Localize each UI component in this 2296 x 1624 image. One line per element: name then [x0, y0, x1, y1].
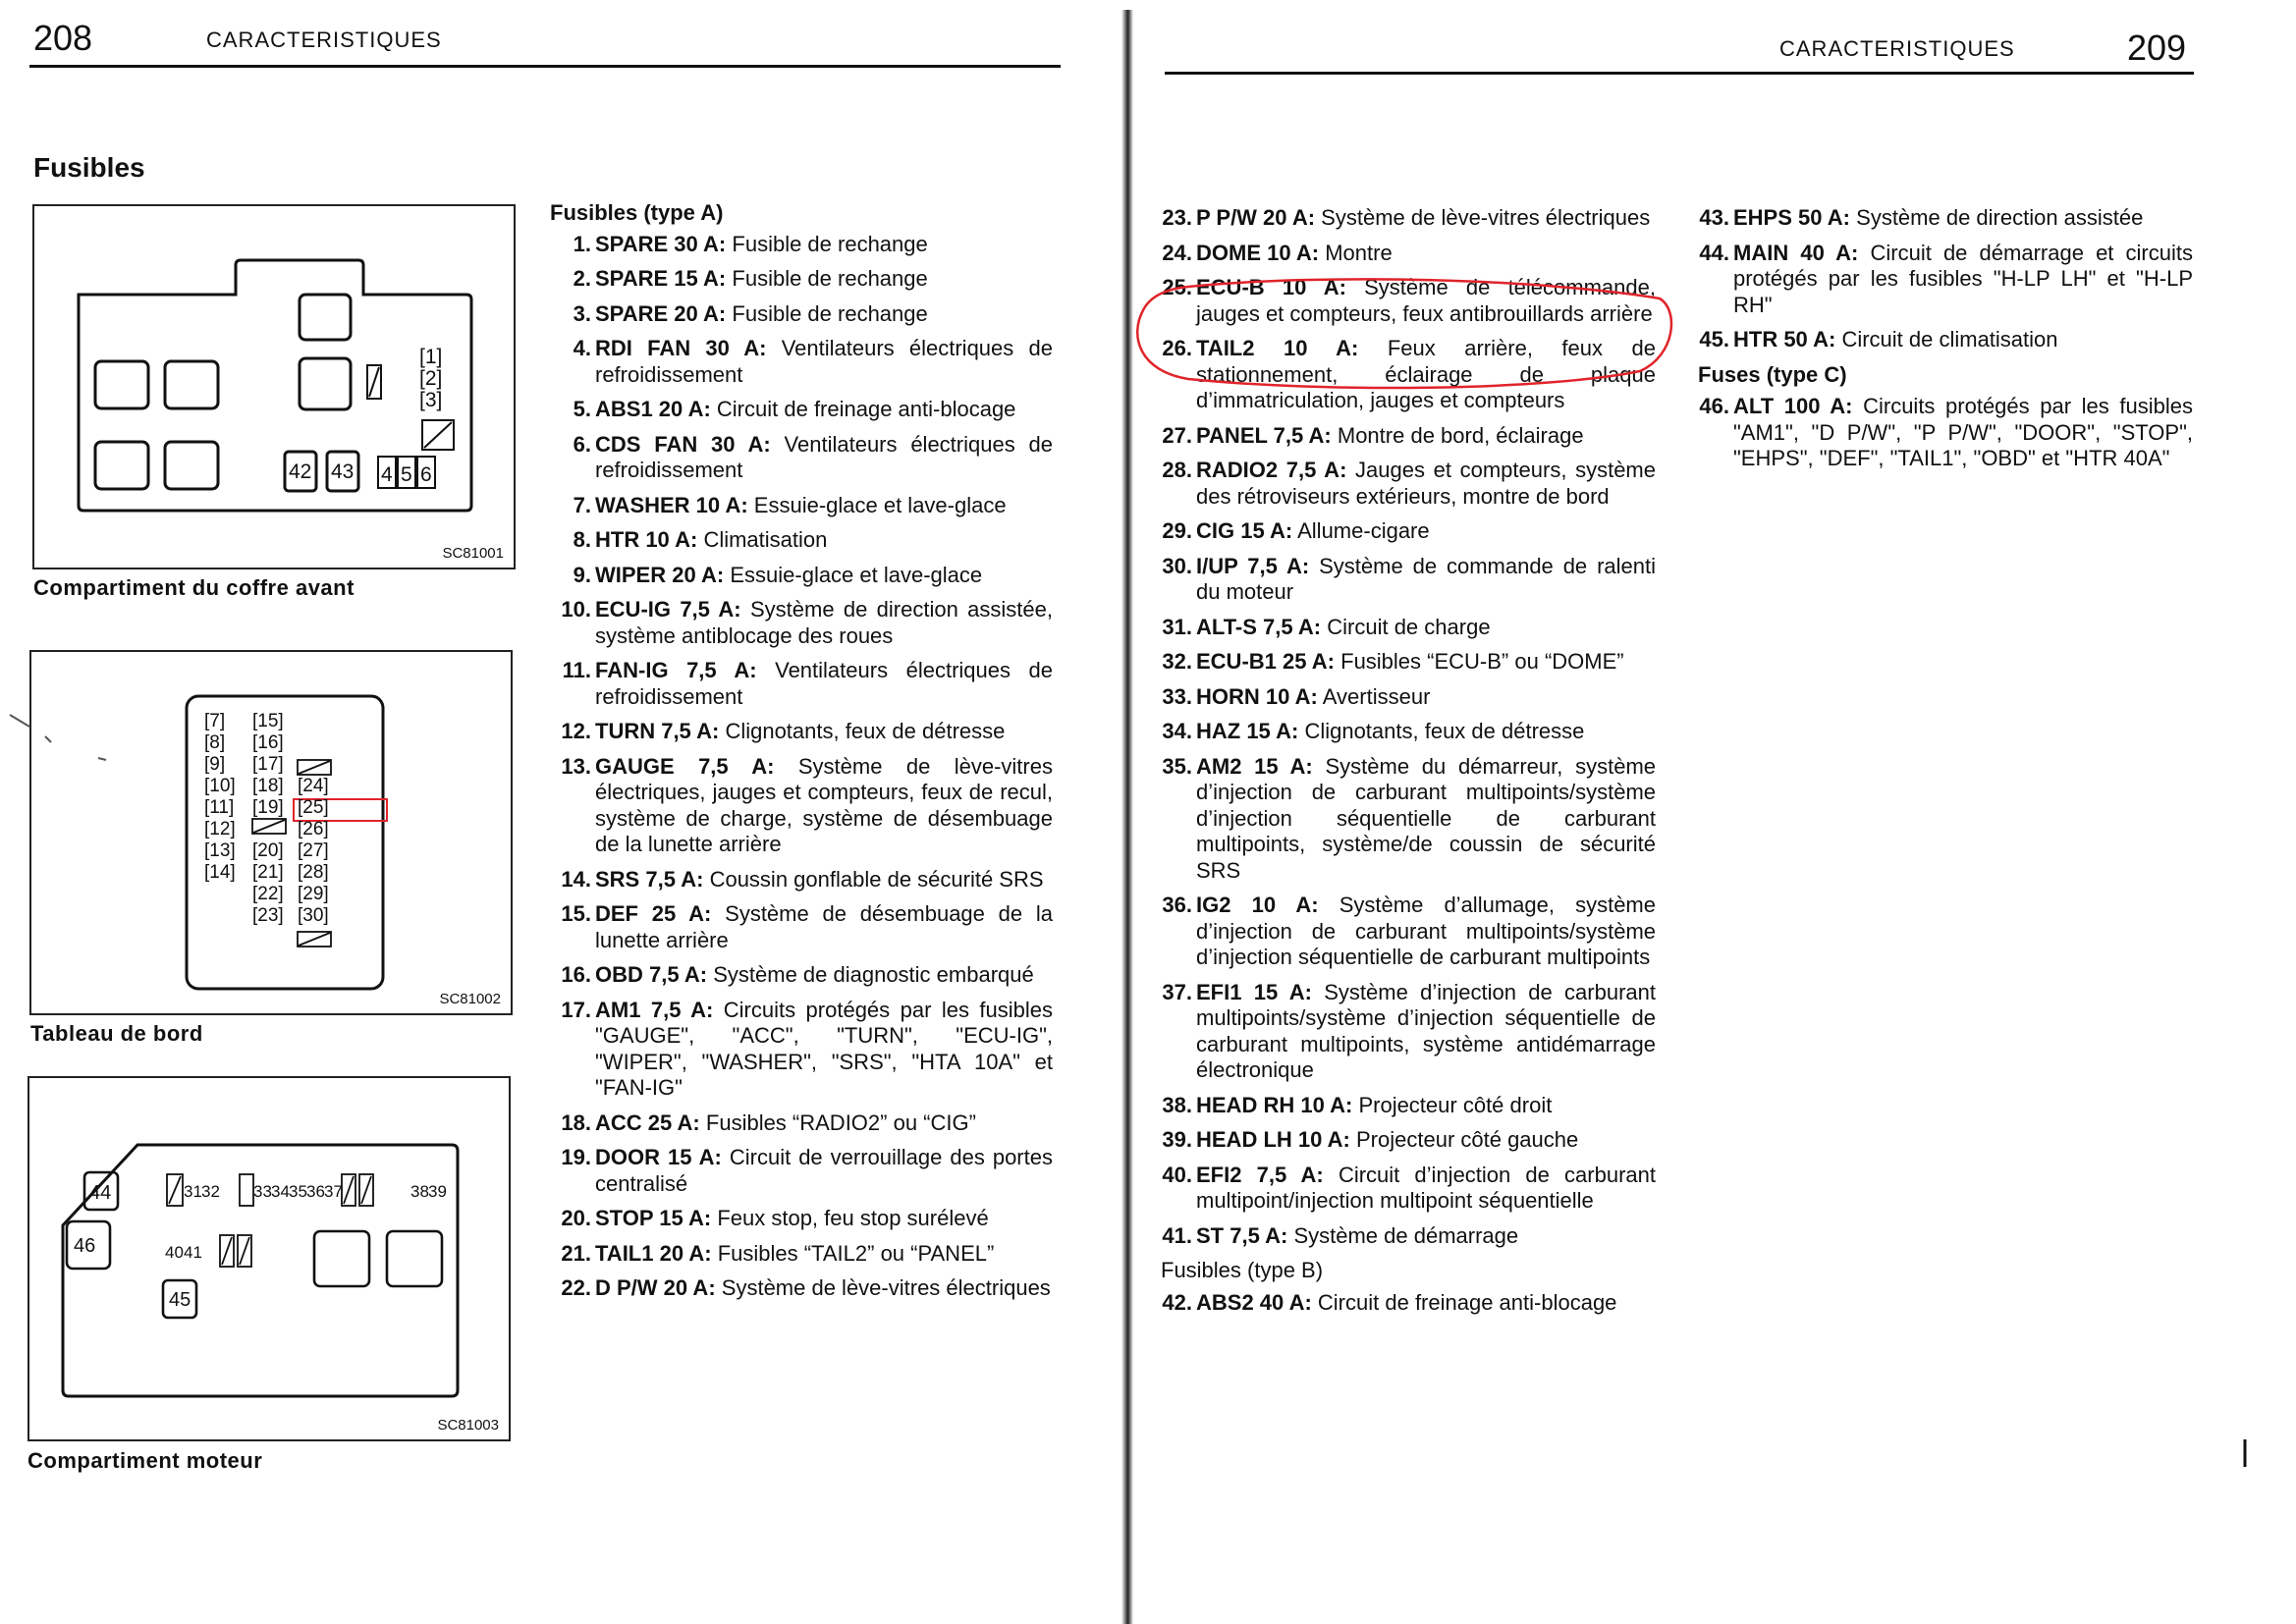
fuse-label: [9]	[204, 754, 226, 775]
fuse-number: 37.	[1162, 979, 1192, 1004]
fuse-number: 2.	[573, 266, 591, 291]
fuse-item	[550, 563, 1053, 589]
figure-caption: Compartiment du coffre avant	[33, 575, 355, 600]
subheading-type-c: Fuses (type C)	[1698, 361, 1847, 387]
fuse-name: EHPS 50 A:	[1733, 205, 1851, 230]
fuse-name: ECU-B1 25 A:	[1196, 649, 1335, 674]
fuse-item	[550, 432, 1053, 484]
fuse-number: 31.	[1162, 614, 1192, 639]
fuse-name: SPARE 15 A:	[595, 266, 727, 291]
fuse-description: Fusibles “ECU-B” ou “DOME”	[1340, 649, 1624, 674]
fuse-list-column-1	[550, 200, 1053, 1311]
fuse-number: 21.	[561, 1240, 591, 1266]
fuse-label: [14]	[204, 862, 236, 883]
fuse-name: I/UP 7,5 A:	[1196, 553, 1310, 578]
fuse-number: 12.	[561, 719, 591, 743]
fuse-number: 40.	[1162, 1162, 1192, 1187]
fuse-description: Climatisation	[703, 527, 828, 552]
fuse-description: Système de commande de ralenti du moteur	[1196, 553, 1656, 604]
fuse-label: [26]	[298, 819, 329, 839]
fuse-name: TAIL2 10 A:	[1196, 336, 1359, 360]
fuse-number: 25.	[1162, 275, 1192, 299]
fuse-number: 33.	[1162, 683, 1192, 709]
fuse-number: 22.	[561, 1275, 591, 1300]
fuse-description: Circuit de freinage anti-blocage	[1317, 1289, 1617, 1315]
fuse-number: 30.	[1162, 553, 1192, 578]
fuse-description: Système de direction assistée	[1856, 205, 2144, 230]
fuse-label: 43	[331, 460, 355, 483]
fuse-name: DOOR 15 A:	[595, 1145, 722, 1169]
left-running-title: CARACTERISTIQUES	[206, 27, 442, 52]
fuse-box-diagram-engine	[29, 1078, 509, 1439]
fuse-item	[550, 901, 1053, 953]
fuse-item	[1151, 1093, 1656, 1119]
fuse-description: Jauges et compteurs, système des rétroviseurs extérieurs, montre de bord	[1196, 458, 1656, 509]
fuse-number: 14.	[561, 866, 591, 892]
fuse-number: 32.	[1162, 649, 1192, 674]
fuse-number: 36.	[1162, 893, 1192, 917]
fuse-name: D P/W 20 A:	[595, 1275, 716, 1300]
fuse-description: Circuit de climatisation	[1841, 327, 2058, 352]
fuse-description: Circuit de freinage anti-blocage	[716, 397, 1016, 421]
fuse-list	[1688, 394, 2193, 472]
fuse-item	[550, 962, 1053, 989]
fuse-label: [20]	[252, 840, 284, 861]
fuse-description: Coussin gonflable de sécurité SRS	[709, 866, 1044, 892]
fuse-description: Circuit de démarrage et circuits protégés par les fusibles "H-LP LH" et "H-LP RH"	[1733, 240, 2193, 317]
figure-engine-compartment	[27, 1076, 511, 1441]
fuse-description: Ventilateurs électriques de refroidissement	[595, 658, 1053, 709]
fuse-item	[1151, 241, 1656, 267]
fuse-box-diagram-front	[34, 206, 514, 568]
fuse-item	[1151, 1290, 1656, 1317]
fuse-item	[1151, 1163, 1656, 1215]
fuse-name: TAIL1 20 A:	[595, 1240, 712, 1266]
fuse-name: AM2 15 A:	[1196, 753, 1313, 779]
fuse-number: 6.	[573, 431, 591, 457]
fuse-label: 4	[381, 463, 393, 486]
fuse-name: ABS2 40 A:	[1196, 1289, 1312, 1315]
fuse-label: 31	[184, 1182, 202, 1201]
fuse-name: HTR 10 A:	[595, 527, 698, 552]
fuse-number: 43.	[1699, 205, 1729, 230]
fuse-number: 46.	[1699, 394, 1729, 418]
fuse-name: TURN 7,5 A:	[595, 719, 720, 743]
fuse-item	[550, 658, 1053, 710]
fuse-number: 29.	[1162, 518, 1192, 543]
fuse-label: 44	[89, 1182, 112, 1204]
fuse-item	[550, 867, 1053, 893]
fuse-label: [3]	[419, 389, 443, 411]
fuse-number: 27.	[1162, 422, 1192, 448]
fuse-label: 33	[253, 1182, 272, 1201]
fuse-description: Système de lève-vitres électriques, jauges et compteurs, feux de recul, système de charge, système de désembuage de la lunette arrière	[595, 753, 1053, 856]
fuse-name: DOME 10 A:	[1196, 240, 1320, 265]
fuse-description: Fusible de rechange	[732, 231, 928, 256]
fuse-name: SPARE 20 A:	[595, 300, 727, 326]
figure-code: SC81003	[437, 1417, 499, 1434]
fuse-name: OBD 7,5 A:	[595, 962, 708, 987]
fuse-number: 20.	[561, 1206, 591, 1230]
fuse-label: 40	[165, 1243, 184, 1262]
fuse-item	[550, 754, 1053, 858]
fuse-label: [23]	[252, 905, 284, 926]
fuse-description: Essuie-glace et lave-glace	[753, 492, 1007, 517]
fuse-number: 35.	[1162, 753, 1192, 779]
fuse-description: Système de lève-vitres électriques	[1321, 205, 1651, 230]
fuse-list	[550, 232, 1053, 1302]
fuse-item	[1151, 458, 1656, 510]
fuse-item	[1151, 336, 1656, 414]
fuse-name: EFI2 7,5 A:	[1196, 1162, 1324, 1187]
book-gutter	[1121, 10, 1133, 1624]
fuse-number: 4.	[573, 336, 591, 360]
fuse-description: Système de démarrage	[1293, 1222, 1519, 1248]
fuse-item	[1151, 1127, 1656, 1154]
fuse-name: EFI1 15 A:	[1196, 979, 1312, 1004]
fuse-label: 38	[410, 1182, 429, 1201]
figure-front-trunk	[32, 204, 516, 569]
fuse-name: HTR 50 A:	[1733, 327, 1836, 352]
fuse-name: FAN-IG 7,5 A:	[595, 658, 757, 682]
fuse-name: AM1 7,5 A:	[595, 997, 714, 1022]
fuse-item	[1151, 980, 1656, 1084]
fuse-number: 7.	[573, 492, 591, 517]
fuse-item	[550, 998, 1053, 1102]
fuse-item	[550, 397, 1053, 423]
fuse-description: Clignotants, feux de détresse	[1304, 719, 1585, 743]
fuse-item	[1151, 684, 1656, 711]
figure-dashboard	[29, 650, 513, 1015]
fuse-description: Système d’injection de carburant multipoints/système d’injection séquentielle de carburant multipoints, système antidémarrage électronique	[1196, 979, 1656, 1082]
fuse-list-column-3	[1688, 205, 2193, 481]
fuse-name: GAUGE 7,5 A:	[595, 753, 775, 779]
fuse-label: 5	[401, 463, 412, 486]
fuse-number: 38.	[1162, 1092, 1192, 1117]
fuse-item	[1151, 554, 1656, 606]
fuse-number: 26.	[1162, 336, 1192, 360]
fuse-number: 23.	[1162, 205, 1192, 230]
fuse-name: ALT 100 A:	[1733, 394, 1853, 418]
fuse-item	[1688, 327, 2193, 353]
fuse-description: Système de télécommande, jauges et compteurs, feux antibrouillards arrière	[1196, 275, 1656, 326]
right-running-title: CARACTERISTIQUES	[1779, 36, 2015, 61]
fuse-description: Circuits protégés par les fusibles "GAUGE", "ACC", "TURN", "ECU-IG", "WIPER", "WASHER", "SRS", "HTA 10A" et "FAN-IG"	[595, 997, 1053, 1100]
fuse-item	[1151, 615, 1656, 641]
fuse-description: Fusible de rechange	[732, 266, 928, 291]
fuse-item	[550, 597, 1053, 649]
fuse-number: 13.	[561, 753, 591, 779]
fuse-name: ECU-B 10 A:	[1196, 275, 1346, 299]
fuse-description: Ventilateurs électriques de refroidissement	[595, 336, 1053, 387]
fuse-label: [24]	[298, 776, 329, 796]
fuse-label: [1]	[419, 346, 443, 368]
fuse-label: 45	[169, 1289, 191, 1311]
fuse-item	[1151, 1223, 1656, 1250]
fuse-label: [21]	[252, 862, 284, 883]
fuse-item	[550, 527, 1053, 554]
fuse-number: 11.	[562, 658, 591, 682]
fuse-box-diagram-dashboard	[31, 652, 511, 1013]
fuse-name: ECU-IG 7,5 A:	[595, 597, 741, 622]
fuse-item	[550, 266, 1053, 293]
fuse-name: HEAD LH 10 A:	[1196, 1127, 1350, 1152]
fuse-item	[1151, 205, 1656, 232]
fuse-label: 41	[184, 1243, 202, 1262]
fuse-name: DEF 25 A:	[595, 901, 712, 926]
figure-caption: Tableau de bord	[30, 1021, 203, 1046]
fuse-description: Fusibles “RADIO2” ou “CIG”	[705, 1110, 976, 1135]
fuse-item	[1151, 893, 1656, 971]
fuse-label: 46	[74, 1235, 96, 1257]
fuse-name: ACC 25 A:	[595, 1110, 700, 1135]
fuse-label: [17]	[252, 754, 284, 775]
figure-caption: Compartiment moteur	[27, 1448, 263, 1473]
fuse-number: 10.	[561, 597, 591, 622]
fuse-label: 6	[420, 463, 432, 486]
fuse-name: HORN 10 A:	[1196, 683, 1318, 709]
figure-code: SC81001	[442, 545, 504, 562]
fuse-label: [28]	[298, 862, 329, 883]
fuse-item	[1688, 394, 2193, 472]
fuse-label: 37	[324, 1182, 343, 1201]
fuse-label: [16]	[252, 732, 284, 753]
fuse-name: PANEL 7,5 A:	[1196, 422, 1332, 448]
fuse-number: 17.	[561, 997, 591, 1022]
fuse-item	[550, 301, 1053, 328]
fuse-number: 8.	[573, 527, 591, 552]
fuse-number: 44.	[1699, 240, 1729, 265]
right-page-number: 209	[2127, 27, 2187, 68]
fuse-list	[1151, 1290, 1656, 1317]
fuse-name: CIG 15 A:	[1196, 518, 1293, 543]
fuse-number: 1.	[573, 231, 591, 256]
fuse-item	[550, 1275, 1053, 1302]
fuse-name: WIPER 20 A:	[595, 562, 725, 587]
fuse-number: 28.	[1162, 458, 1192, 482]
fuse-description: Clignotants, feux de détresse	[725, 719, 1006, 743]
fuse-number: 45.	[1699, 327, 1729, 352]
subheading-type-b: Fusibles (type B)	[1161, 1258, 1324, 1282]
fuse-number: 18.	[561, 1110, 591, 1135]
fuse-label: [2]	[419, 367, 443, 390]
fuse-description: Circuit de verrouillage des portes centralisé	[595, 1145, 1053, 1196]
fuse-description: Montre de bord, éclairage	[1337, 422, 1584, 448]
fuse-name: RADIO2 7,5 A:	[1196, 458, 1347, 482]
fuse-number: 34.	[1162, 719, 1192, 743]
fuse-description: Système de direction assistée, système antiblocage des roues	[595, 597, 1053, 648]
fuse-name: ST 7,5 A:	[1196, 1222, 1288, 1248]
fuse-label: [8]	[204, 732, 226, 753]
fuse-description: Circuit de charge	[1327, 614, 1491, 639]
fuse-list	[1688, 205, 2193, 353]
fuse-name: HEAD RH 10 A:	[1196, 1092, 1353, 1117]
fuse-item	[550, 1206, 1053, 1232]
fuse-number: 24.	[1162, 240, 1192, 265]
fuse-label: 32	[201, 1182, 220, 1201]
fuse-description: Montre	[1325, 240, 1393, 265]
fuse-label: 39	[428, 1182, 447, 1201]
fuse-number: 42.	[1162, 1289, 1192, 1315]
fuse-name: ABS1 20 A:	[595, 397, 711, 421]
left-header-rule	[29, 65, 1061, 68]
fuse-number: 19.	[561, 1145, 591, 1169]
fuse-name: CDS FAN 30 A:	[595, 431, 771, 457]
fuse-description: Avertisseur	[1322, 683, 1431, 709]
fuse-description: Allume-cigare	[1297, 518, 1430, 543]
fuse-list	[1151, 205, 1656, 1249]
fuse-name: SRS 7,5 A:	[595, 866, 704, 892]
fuse-item	[550, 232, 1053, 258]
fuse-label: [10]	[204, 776, 236, 796]
fuse-name: HAZ 15 A:	[1196, 719, 1299, 743]
fuse-label: [27]	[298, 840, 329, 861]
fuse-item	[1688, 241, 2193, 319]
fuse-label: [15]	[252, 711, 284, 731]
fuse-description: Système de diagnostic embarqué	[713, 962, 1034, 987]
figure-code: SC81002	[439, 991, 501, 1007]
fuse-description: Projecteur côté droit	[1358, 1092, 1553, 1117]
fuse-label: 36	[306, 1182, 325, 1201]
fuse-label: [11]	[204, 797, 235, 818]
fuse-item	[1151, 275, 1656, 327]
fuse-item	[550, 1241, 1053, 1268]
fuse-item	[1151, 518, 1656, 545]
fuse-number: 9.	[573, 562, 591, 587]
fuse-item	[1151, 423, 1656, 450]
fuse-description: Fusible de rechange	[732, 300, 928, 326]
fuse-label: [22]	[252, 884, 284, 904]
fuse-item	[1151, 649, 1656, 676]
subheading-type-a: Fusibles (type A)	[550, 200, 724, 225]
section-title: Fusibles	[33, 152, 145, 183]
fuse-number: 39.	[1162, 1127, 1192, 1152]
fuse-description: Fusibles “TAIL2” ou “PANEL”	[717, 1240, 995, 1266]
fuse-name: MAIN 40 A:	[1733, 240, 1859, 265]
fuse-description: Système de lève-vitres électriques	[721, 1275, 1051, 1300]
fuse-name: SPARE 30 A:	[595, 231, 727, 256]
fuse-description: Circuit d’injection de carburant multipoint/injection multipoint séquentielle	[1196, 1162, 1656, 1213]
fuse-label: [19]	[252, 797, 284, 818]
fuse-label: [13]	[204, 840, 236, 861]
fuse-description: Feux arrière, feux de stationnement, éclairage de plaque d’immatriculation, jauges et compteurs	[1196, 336, 1656, 412]
fuse-label: 34	[271, 1182, 290, 1201]
fuse-description: Projecteur côté gauche	[1356, 1127, 1579, 1152]
fuse-number: 16.	[561, 962, 591, 987]
left-page-number: 208	[33, 18, 93, 58]
fuse-label: [30]	[298, 905, 329, 926]
fuse-label: 35	[289, 1182, 307, 1201]
fuse-description: Système de désembuage de la lunette arrière	[595, 901, 1053, 952]
fuse-description: Circuits protégés par les fusibles "AM1", "D P/W", "P P/W", "DOOR", "STOP", "EHPS", "DEF", "TAIL1", "OBD" et "HTR 40A"	[1733, 394, 2193, 470]
fuse-label: [25]	[298, 797, 329, 818]
fuse-item	[550, 1145, 1053, 1197]
fuse-description: Feux stop, feu stop surélevé	[717, 1206, 989, 1230]
fuse-label: 42	[289, 460, 312, 483]
fuse-name: RDI FAN 30 A:	[595, 336, 767, 360]
fuse-item	[1151, 719, 1656, 745]
fuse-label: [12]	[204, 819, 236, 839]
fuse-number: 41.	[1162, 1222, 1192, 1248]
fuse-label: [29]	[298, 884, 329, 904]
fuse-name: STOP 15 A:	[595, 1206, 712, 1230]
fuse-number: 3.	[573, 300, 591, 326]
fuse-description: Essuie-glace et lave-glace	[730, 562, 983, 587]
fuse-item	[1151, 754, 1656, 885]
fuse-label: [18]	[252, 776, 284, 796]
right-header-rule	[1165, 72, 2194, 75]
fuse-name: WASHER 10 A:	[595, 492, 748, 517]
fuse-number: 15.	[561, 901, 591, 926]
fuse-name: P P/W 20 A:	[1196, 205, 1316, 230]
fuse-description: Système d’allumage, système d’injection de carburant multipoints/système d’injection séquentielle de carburant multipoints	[1196, 893, 1656, 969]
fuse-description: Système du démarreur, système d’injection de carburant multipoints/système d’injection séquentielle de carburant multipoints, système/de coussin de sécurité SRS	[1196, 753, 1656, 883]
fuse-item	[550, 719, 1053, 745]
fuse-number: 5.	[573, 397, 591, 421]
fuse-item	[550, 336, 1053, 388]
fuse-name: ALT-S 7,5 A:	[1196, 614, 1322, 639]
fuse-description: Ventilateurs électriques de refroidissement	[595, 431, 1053, 482]
fuse-item	[550, 1110, 1053, 1137]
fuse-label: [7]	[204, 711, 226, 731]
fuse-item	[1688, 205, 2193, 232]
fuse-item	[550, 493, 1053, 519]
fuse-name: IG2 10 A:	[1196, 893, 1319, 917]
fuse-list-column-2	[1151, 205, 1656, 1325]
